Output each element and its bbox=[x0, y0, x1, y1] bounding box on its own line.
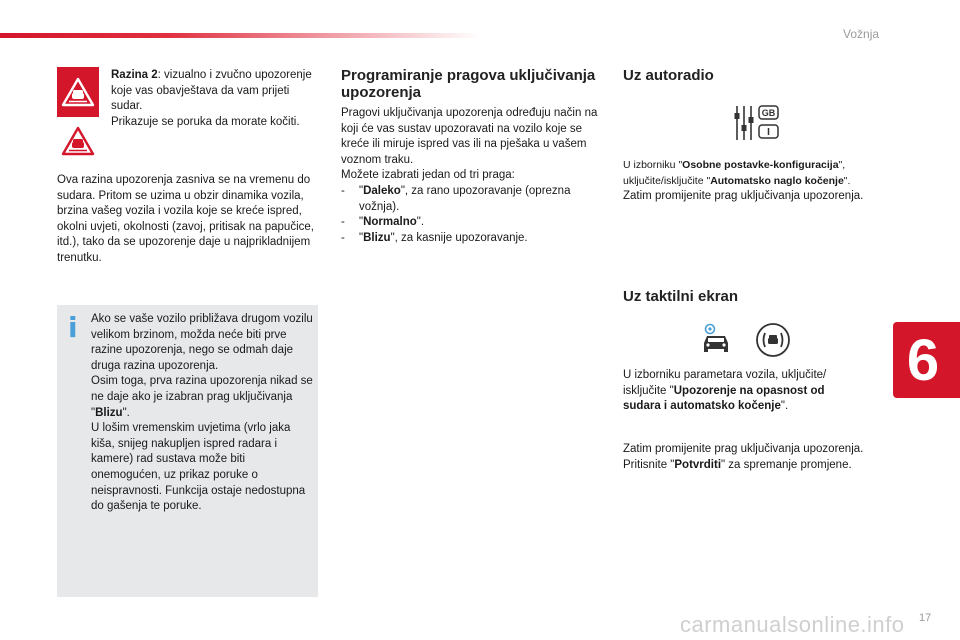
threshold-programming-text bbox=[341, 106, 603, 246]
svg-text:GB: GB bbox=[761, 108, 776, 118]
settings-sliders-gb-icon bbox=[733, 103, 781, 143]
radio-menu-name: Osobne postavke-konfiguracija bbox=[682, 159, 839, 171]
radio-instructions: U izborniku "Osobne postavke-konfiguracija", uključite/isključite "Automatsko naglo kočenje". Zatim promijenite prag uključivanja upozorenja. bbox=[623, 159, 864, 203]
collision-warning-icon bbox=[755, 322, 791, 358]
chapter-tab[interactable] bbox=[893, 322, 960, 398]
confirm-label: Potvrditi bbox=[674, 458, 722, 471]
info-near-option: Blizu bbox=[95, 406, 123, 419]
radio-option-name: Automatsko naglo kočenje bbox=[710, 174, 844, 187]
touchscreen-heading: Uz taktilni ekran bbox=[623, 288, 739, 305]
level2-title: Razina 2 bbox=[111, 69, 158, 81]
warning-timing-paragraph: Ova razina upozorenja zasniva se na vremenu do sudara. Pritom se uzima u obzir dinamika vozila, brzina vašeg vozila i vozila koje se kreće ispred, okolni uvjeti, okolnosti (zavoj, pritisak na papučice, itd.), tako da se upozorenje daje u najprikladnijem trenutku. bbox=[57, 174, 314, 264]
info-text: Ako se vaše vozilo približava drugom vozilu velikom brzinom, možda neće biti prve razine upozorenja, nego se odmah daje druga razina upozorenja. Osim toga, prva razina upozorenja nikad se ne daje ako je izabran prag uključivanja "Blizu". U lošim vremenskim uvjetima (vrlo jaka kiša, snijeg nakupljen ispred radara i kamere) rad sustava može biti onemogućen, uz prikaz poruke o neispravnosti. Funkcija ostaje nedostupna do gašenja te poruke. bbox=[91, 313, 313, 513]
level2-red-warning-icon bbox=[57, 67, 99, 117]
chapter-number: 6 bbox=[906, 327, 940, 393]
info-box bbox=[57, 305, 318, 597]
section-title: Vožnja bbox=[843, 27, 880, 41]
header-accent-bar bbox=[0, 33, 480, 38]
threshold-choose: Možete izabrati jedan od tri praga: bbox=[341, 169, 515, 182]
info-icon: i bbox=[68, 311, 78, 344]
page-number: 17 bbox=[919, 612, 932, 624]
threshold-programming-heading: Programiranje pragova uključivanja upozorenja bbox=[341, 67, 596, 101]
level2-brake-message: Prikazuje se poruka da morate kočiti. bbox=[111, 115, 300, 128]
level2-text: : vizualno i zvučno upozorenje koje vas obavještava da vam prijeti sudar. bbox=[111, 69, 312, 113]
touchscreen-option-name: Upozorenje na opasnost od sudara i automatsko kočenje bbox=[623, 384, 825, 413]
car-settings-icon bbox=[698, 321, 734, 357]
touchscreen-confirm-instructions: Zatim promijenite prag uključivanja upozorenja. Pritisnite "Potvrditi" za spremanje promjene. bbox=[623, 443, 864, 471]
threshold-option-normal: - "Normalno". bbox=[341, 216, 425, 229]
level2-description bbox=[111, 68, 321, 130]
threshold-option-near: - "Blizu", za kasnije upozoravanje. bbox=[341, 231, 528, 244]
info-paragraph-1: Ako se vaše vozilo približava drugom vozilu velikom brzinom, možda neće biti prve razine upozorenja, nego se odmah daje druga razina upozorenja. bbox=[91, 313, 313, 372]
threshold-intro: Pragovi uključivanja upozorenja određuju način na koji će vas sustav upozoravati na vozilo koje se kreće ili miruje ispred vas ili na pješaka u vašem voznom traku. bbox=[341, 107, 598, 166]
level2-outline-warning-icon bbox=[57, 120, 99, 162]
radio-heading: Uz autoradio bbox=[623, 67, 714, 84]
watermark: carmanualsonline.info bbox=[680, 612, 905, 637]
touchscreen-instructions: U izborniku parametara vozila, uključite/ isključite "Upozorenje na opasnost od sudara i automatsko kočenje". bbox=[623, 369, 827, 413]
info-paragraph-2: Osim toga, prva razina upozorenja nikad se ne daje ako je izabran prag uključivanja " bbox=[91, 375, 313, 419]
info-paragraph-3: U lošim vremenskim uvjetima (vrlo jaka kiša, snijeg nakupljen ispred radara i kamere) rad sustava može biti onemogućen, uz prikaz poruke o neispravnosti. Funkcija ostaje nedostupna do gašenja te poruke. bbox=[91, 422, 306, 513]
threshold-option-far: - "Daleko", za rano upozoravanje (oprezna vožnja). bbox=[341, 184, 571, 213]
